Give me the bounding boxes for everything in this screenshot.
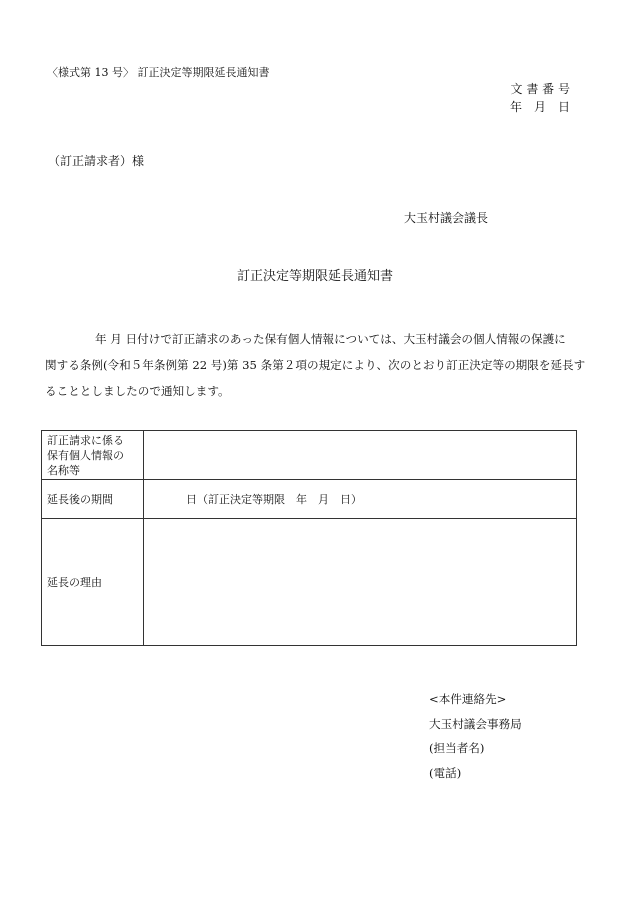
table-row <box>42 519 577 646</box>
body-line: 年 月 日付けで訂正請求のあった保有個人情報については、大玉村議会の個人情報の保護に <box>95 332 566 346</box>
table-row <box>42 431 577 480</box>
document-number: 文 書 番 号 <box>510 82 570 96</box>
info-value-cell <box>144 431 577 480</box>
document-title: 訂正決定等期限延長通知書 <box>236 269 393 284</box>
body-paragraph <box>45 326 585 404</box>
period-value-cell: 日（訂正決定等期限 年 月 日） <box>144 480 577 519</box>
contact-office: 大玉村議会事務局 <box>429 716 522 731</box>
reason-value-cell <box>144 519 577 646</box>
table-row <box>42 480 577 519</box>
contact-person: (担当者名) <box>429 741 485 755</box>
sender: 大玉村議会議長 <box>404 211 489 225</box>
body-line: ることとしましたので通知します。 <box>45 384 230 398</box>
info-label-line: 訂正請求に係る <box>47 433 124 447</box>
form-number-label: 〈様式第 13 号〉 訂正決定等期限延長通知書 <box>47 66 270 79</box>
info-table <box>41 430 577 646</box>
body-line: 関する条例(令和５年条例第 22 号)第 35 条第２項の規定により、次のとおり訂正決定等の期限を延長す <box>45 358 586 372</box>
info-label-cell <box>42 431 144 480</box>
contact-block <box>429 687 522 785</box>
document-date: 年 月 日 <box>509 100 570 114</box>
info-label-line: 名称等 <box>47 463 80 477</box>
info-label-line: 保有個人情報の <box>47 448 124 462</box>
contact-phone: (電話) <box>429 765 462 780</box>
reason-label-cell: 延長の理由 <box>42 519 144 646</box>
contact-heading: <本件連絡先> <box>429 692 507 706</box>
recipient: （訂正請求者）様 <box>48 154 145 168</box>
document-number-block <box>510 80 570 116</box>
period-label-cell: 延長後の期間 <box>42 480 144 519</box>
